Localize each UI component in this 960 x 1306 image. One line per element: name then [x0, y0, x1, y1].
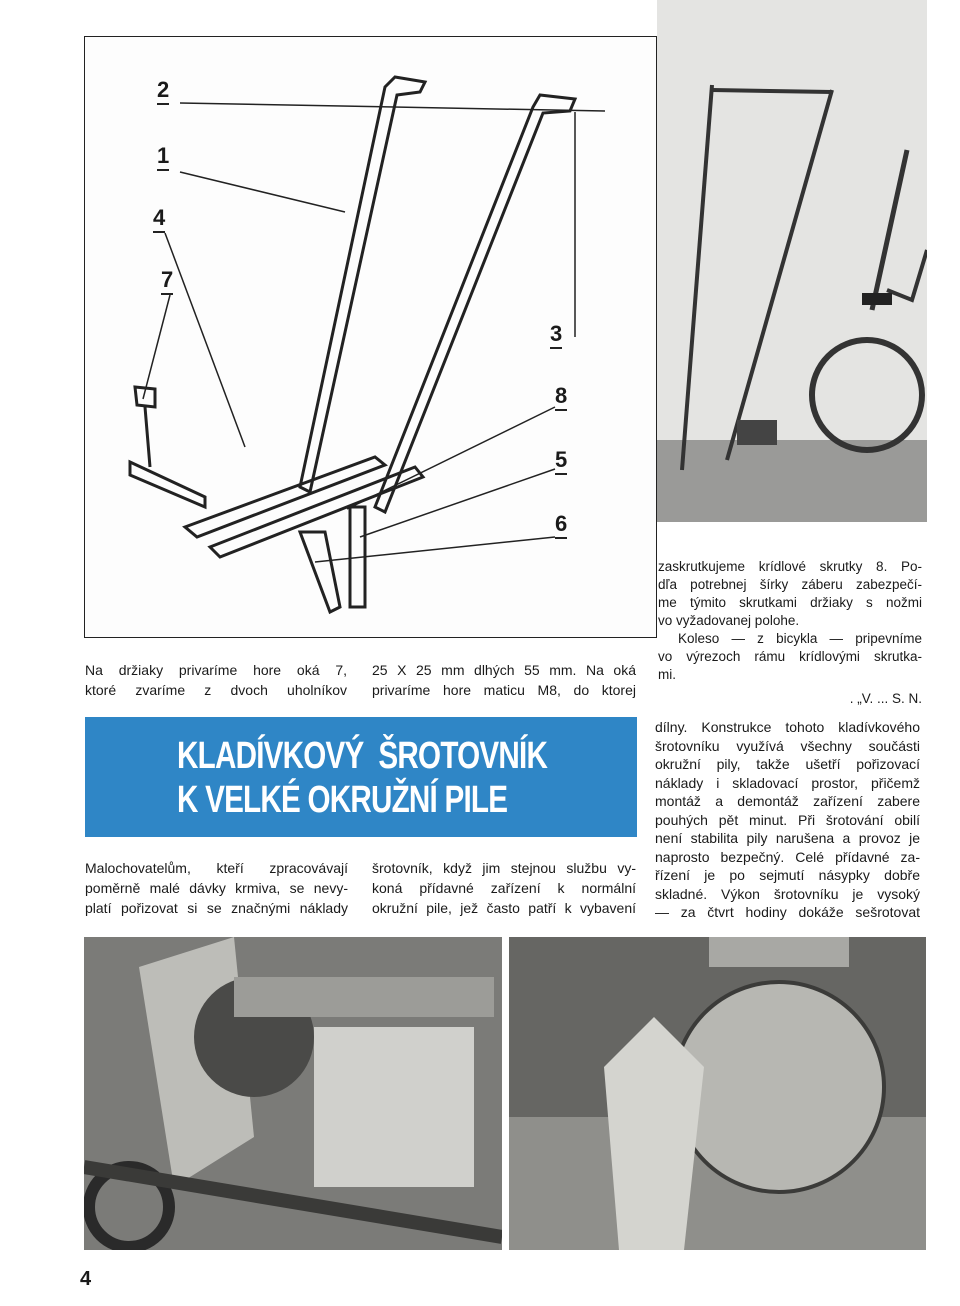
- label-7: 7: [161, 267, 173, 295]
- technical-drawing: [84, 36, 657, 638]
- label-2: 2: [157, 77, 169, 105]
- frame-base-back: [210, 467, 423, 557]
- article-col-3: [655, 718, 920, 922]
- caption-mid: [372, 660, 636, 700]
- photo-saw-with-crusher: [84, 937, 502, 1250]
- caption-right-line: vo výrezoch rámu krídlovými skrutka-: [658, 649, 922, 664]
- caption-mid-line: 25 X 25 mm dlhých 55 mm. Na oká: [372, 662, 636, 678]
- caption-right-line: dľa potrebnej šírky záberu zabezpečí-: [658, 577, 922, 592]
- article-line: platí pořizovat si se značnými náklady: [85, 900, 348, 916]
- rod-right: [727, 90, 832, 460]
- caption-right-line: vo vyžadovanej polohe.: [658, 613, 800, 628]
- article-line: náklady i skladovací prostor, přičemž: [655, 774, 920, 791]
- caption-right-line: me týmito skrutkami držiaky s nožmi: [658, 595, 922, 610]
- article-line: řízení je po sejmutí násypky dobře: [655, 867, 920, 883]
- article-line: naprosto bezpečný. Celé přídavné za-: [655, 848, 920, 865]
- holder-left: [130, 387, 205, 507]
- article-title-line2: K VELKÉ OKRUŽNÍ PILE: [177, 779, 508, 821]
- frame-base-front: [185, 457, 385, 537]
- article-line: poměrně malé dávky krmiva, se nevy-: [85, 880, 348, 896]
- caption-right: [658, 558, 922, 708]
- article-line: šrotovníku využívá všechny součásti: [655, 737, 920, 754]
- label-4: 4: [153, 205, 165, 233]
- bicycle-wheel-icon: [812, 340, 922, 450]
- rod-top: [712, 90, 832, 92]
- article-col-2: [372, 858, 636, 918]
- article-col-1: [85, 858, 348, 918]
- article-line: — za čtvrt hodiny dokáže sešrotovat: [655, 904, 920, 920]
- label-8: 8: [555, 383, 567, 411]
- leader-7: [143, 295, 170, 399]
- caption-left-line: ktoré zvaríme z dvoch uholníkov: [85, 682, 347, 698]
- page-number: 4: [80, 1268, 92, 1290]
- article-line: dílny. Konstrukce tohoto kladívkového: [655, 719, 920, 735]
- caption-left-line: Na držiaky privaríme hore oká 7,: [85, 662, 347, 678]
- article-line: okružní pily, takže ušetří pořizovací: [655, 756, 920, 772]
- photo-frame-with-wheel: [657, 0, 927, 522]
- label-3: 3: [550, 321, 562, 349]
- caption-left: [85, 660, 347, 700]
- caption-right-line: Koleso — z bicykla — pripevníme: [678, 631, 922, 646]
- article-line: koná přídavné zařízení k normální: [372, 880, 636, 896]
- leader-4: [165, 233, 245, 447]
- article-line: skladné. Výkon šrotovníku je vysoký: [655, 885, 920, 902]
- leader-1: [180, 172, 345, 212]
- article-line: pouhých pět minut. Při šrotování obilí: [655, 811, 920, 828]
- caption-right-line: mi.: [658, 667, 676, 682]
- article-line: Malochovatelům, kteří zpracovávají: [85, 860, 348, 876]
- caption-signature: . „V. ... S. N.: [849, 691, 922, 706]
- article-line: není stabilita pily narušena a provoz je: [655, 830, 920, 846]
- article-title-line1: KLADÍVKOVÝ ŠROTOVNÍK: [177, 735, 548, 777]
- label-6: 6: [555, 511, 567, 539]
- article-line: okružní pile, jež často patří k vybavení: [372, 900, 636, 916]
- article-title: [177, 734, 547, 822]
- label-5: 5: [555, 447, 567, 475]
- rod-left: [682, 85, 712, 470]
- photo-crusher-illustration: [509, 937, 926, 1250]
- label-1: 1: [157, 143, 169, 171]
- caption-mid-line: privaríme hore maticu M8, do ktorej: [372, 682, 636, 698]
- photo-saw-illustration: [84, 937, 502, 1250]
- article-line: montáž a demontáž zařízení zabere: [655, 793, 920, 809]
- photo-crusher-closeup: [509, 937, 926, 1250]
- frame-drawing: [85, 37, 656, 637]
- photo-frame-illustration: [657, 0, 927, 522]
- crusher-drum-icon: [674, 982, 884, 1192]
- article-title-box: [85, 717, 637, 837]
- article-line: šrotovník, když jim stejnou službu vy-: [372, 860, 636, 876]
- frame-bar-right: [375, 95, 575, 512]
- caption-right-line: zaskrutkujeme krídlové skrutky 8. Po-: [658, 559, 922, 574]
